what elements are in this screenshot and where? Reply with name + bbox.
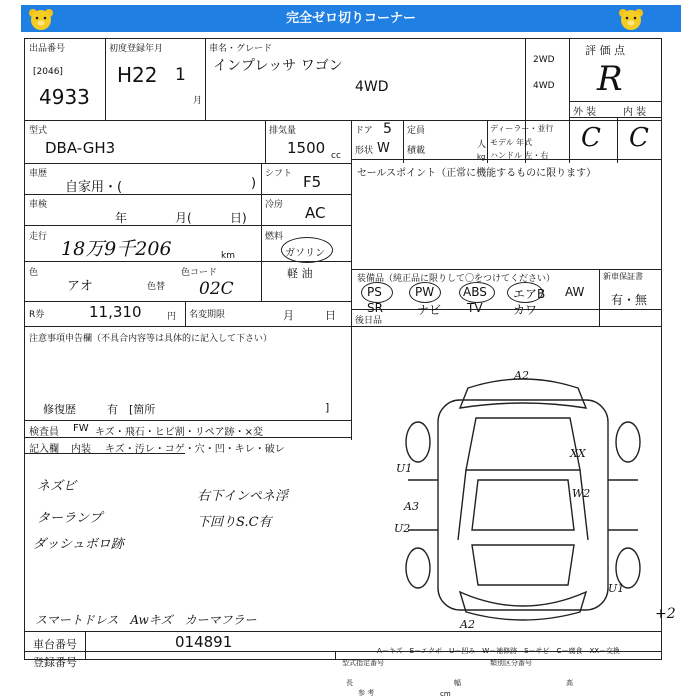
repair-label: 修復歴 [43, 403, 76, 416]
inspector-label: 検査員 [29, 427, 59, 438]
equipment-label: 装備品（純正品に限りして〇をつけてください） [357, 274, 556, 284]
interior-label: 内 装 [623, 107, 647, 118]
history-value: 自家用・( [65, 180, 123, 195]
mark-w2: W2 [572, 487, 591, 500]
drive-4wd: 4WD [533, 81, 555, 91]
shift-value: F5 [303, 173, 322, 191]
drive-2wd: 2WD [533, 55, 555, 65]
equip-ps-circle [361, 282, 393, 303]
notes-label: 注意事項申告欄（不具合内容等は具体的に記入して下さい） [29, 334, 273, 344]
capacity-unit: 人 [477, 140, 487, 150]
name-change-month: 月 [283, 309, 294, 322]
shape-label: 形状 [355, 146, 374, 156]
bear-mascot-icon [27, 7, 55, 32]
dealer-label: ディーラー・並行 [490, 124, 554, 133]
car-grade: 4WD [355, 79, 389, 95]
capacity-label: 定員 [407, 126, 426, 136]
doors-label: ドア [355, 126, 373, 136]
model-year-label: モデル 年式 [490, 138, 533, 147]
mileage-value: 18万9千206 [61, 238, 172, 260]
sales-point-label: セールスポイント（正常に機能するものに限ります） [357, 168, 597, 179]
first-reg-month-unit: 月 [193, 96, 203, 106]
entry-label: 記入欄 [29, 444, 59, 455]
header-banner [21, 5, 681, 32]
car-name: インプレッサ ワゴン [213, 58, 343, 74]
interior-grade: C [629, 123, 649, 153]
mileage-unit: km [221, 251, 235, 261]
displacement-label: 排気量 [269, 126, 297, 136]
repair-value: 有 [107, 403, 118, 416]
new-manual-value: 有・無 [611, 293, 648, 307]
ac-value: AC [305, 204, 326, 222]
inspector-codes: キズ・飛石・ヒビ割・リペア跡・×変 [95, 427, 263, 438]
entry-codes: キズ・汚レ・コゲ・穴・凹・キレ・破レ [105, 444, 285, 455]
displacement-unit: cc [331, 151, 341, 161]
fuel-petrol-circle [281, 237, 333, 263]
doors-value: 5 [383, 121, 392, 137]
mark-a2-bottom: A2 [460, 618, 475, 631]
color-replace-label: 色替 [147, 282, 166, 292]
exterior-label: 外 装 [573, 107, 597, 118]
mark-u2: U2 [394, 522, 411, 535]
footer-ref: 参 考 [358, 689, 375, 697]
registration-label: 登録番号 [33, 656, 77, 669]
load-label: 積載 [407, 146, 426, 156]
color-value: アオ [67, 279, 93, 294]
note-left-2: ターランプ [37, 511, 103, 526]
equip-airbag-circle [507, 282, 546, 303]
inspection-year: 年 [115, 211, 128, 225]
new-manual-label: 新車保証書 [603, 272, 643, 281]
repair-close: ] [325, 401, 330, 414]
shape-value: W [377, 141, 390, 156]
footer-label-3: 長 [346, 679, 353, 687]
note-bottom: スマートドレス Awキズ カーマフラー [35, 613, 257, 627]
inspection-label: 車検 [29, 200, 48, 210]
repair-part: [箇所 [129, 403, 156, 416]
history-close: ) [251, 176, 257, 191]
footer-label-5: 高 [566, 679, 573, 687]
model-value: DBA-GH3 [45, 139, 116, 157]
color-code-label: 色コード [181, 268, 218, 278]
equip-pw: PW [415, 285, 435, 299]
equip-airbag: エアB [513, 287, 546, 301]
footer-label-4: 幅 [454, 679, 461, 687]
mark-a3: A3 [404, 500, 419, 513]
color-label: 色 [29, 268, 39, 278]
evaluation-score: R [597, 59, 623, 99]
fuel-petrol: ガソリン [285, 248, 325, 259]
note-left-1: ネズビ [37, 479, 77, 494]
inspection-day: 日) [230, 211, 247, 225]
mark-xx: XX [570, 447, 586, 460]
equip-tv: TV [467, 301, 483, 315]
note-right-2: 下回りS.C有 [197, 515, 272, 530]
mileage-label: 走行 [29, 232, 48, 242]
history-label: 車歴 [29, 169, 48, 179]
note-right-1: 右下インペネ浮 [197, 489, 289, 504]
header-title: 完全ゼロ切りコーナー [285, 11, 416, 26]
bear-mascot-icon [617, 7, 645, 32]
mark-a2-top: A2 [514, 369, 529, 382]
equip-leather: カワ [513, 303, 538, 317]
recycle-value: 11,310 [89, 303, 142, 321]
lot-label: 出品番号 [29, 44, 66, 54]
mark-plus: +2 [655, 606, 676, 622]
handle-label: ハンドル 左・右 [490, 151, 549, 160]
lot-sub: [2046] [33, 67, 63, 77]
first-reg-year: H22 [117, 63, 158, 87]
chassis-value: 014891 [175, 633, 233, 651]
recycle-unit: 円 [167, 312, 177, 322]
equip-abs: ABS [463, 285, 487, 299]
first-reg-month: 1 [175, 65, 186, 85]
recycle-label: R券 [29, 310, 45, 320]
equip-navi: ナビ [417, 303, 442, 317]
equip-pw-circle [409, 282, 441, 303]
footer-label-1: 型式指定番号 [342, 659, 384, 667]
footer-unit: cm [440, 690, 451, 698]
equip-sr: SR [367, 301, 383, 315]
name-change-label: 名変期限 [189, 310, 226, 320]
after-delivery-label: 後日品 [355, 316, 383, 326]
ac-label: 冷房 [265, 200, 284, 210]
mark-u1-right: U1 [608, 582, 625, 595]
exterior-grade: C [581, 123, 601, 153]
equip-ps: PS [367, 285, 382, 299]
inspector-prefix: FW [73, 423, 89, 434]
fuel-label: 燃料 [265, 232, 284, 242]
chassis-label: 車台番号 [33, 638, 77, 651]
name-change-day: 日 [325, 309, 336, 322]
evaluation-label: 評 価 点 [585, 44, 625, 57]
equip-abs-circle [459, 282, 495, 303]
displacement-value: 1500 [287, 139, 326, 157]
shift-label: シフト [265, 169, 293, 179]
inspection-month: 月( [175, 211, 192, 225]
lot-number: 4933 [39, 85, 90, 109]
model-label: 型式 [29, 126, 48, 136]
first-reg-label: 初度登録年月 [109, 44, 164, 54]
mark-u1-left: U1 [396, 462, 413, 475]
entry-interior: 内装 [71, 444, 91, 455]
color-code: 02C [199, 279, 234, 299]
note-left-3: ダッシュボロ跡 [33, 537, 124, 552]
load-unit: kg [477, 153, 486, 161]
damage-legend: A－キズ E－エクボ U－凹み W－補修跡 S－サビ C－腐食 XX－交換 [377, 647, 621, 655]
fuel-diesel: 軽 油 [287, 267, 313, 280]
car-name-label: 車名・グレード [209, 44, 273, 54]
equip-aw: AW [565, 285, 585, 299]
footer-label-2: 類別区分番号 [490, 659, 532, 667]
